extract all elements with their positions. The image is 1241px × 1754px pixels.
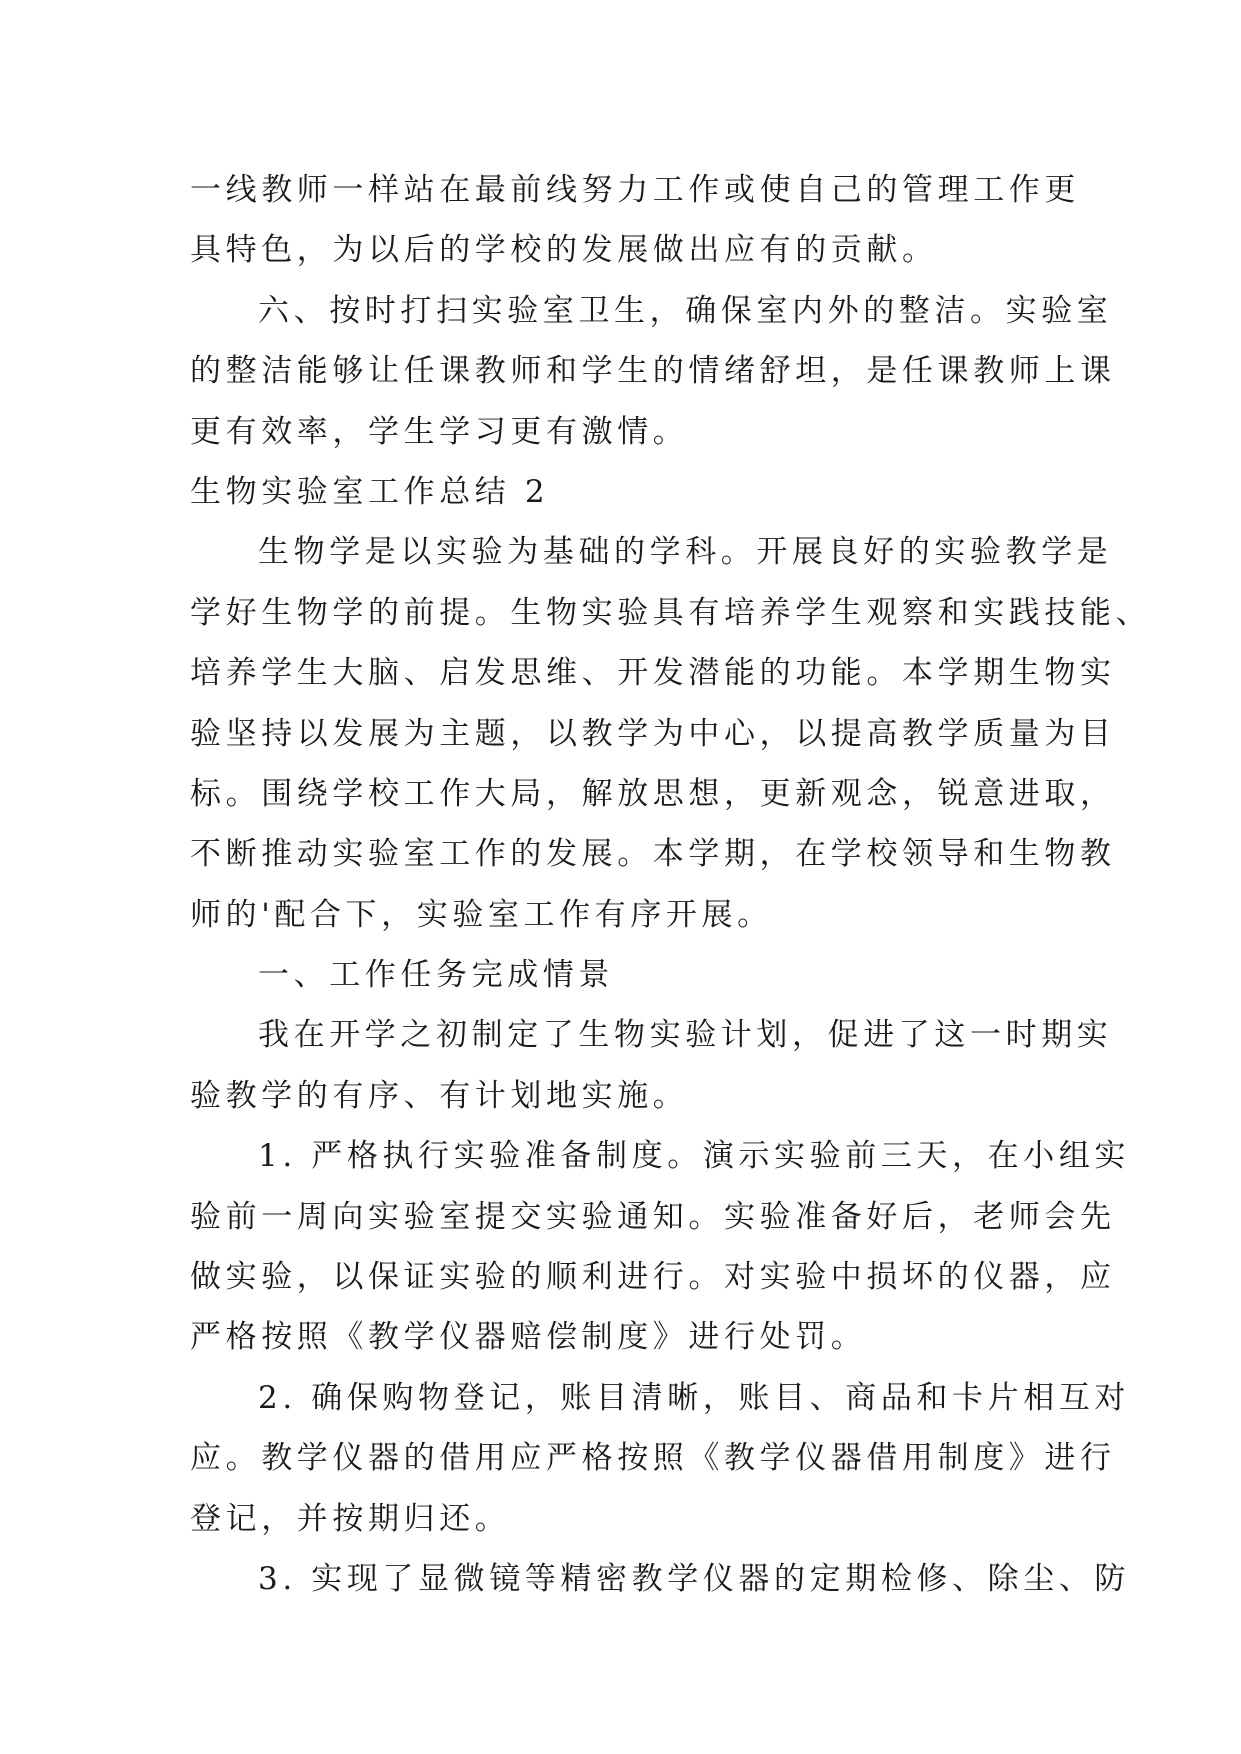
document-body (190, 160, 1152, 1609)
paragraph-line: 做实验，以保证实验的顺利进行。对实验中损坏的仪器，应 (190, 1259, 1116, 1296)
paragraph-line: 生物实验室工作总结 2 (190, 473, 550, 510)
paragraph-line: 的整洁能够让任课教师和学生的情绪舒坦，是任课教师上课 (190, 353, 1116, 390)
paragraph-line: 登记，并按期归还。 (190, 1500, 511, 1537)
paragraph-line: 验坚持以发展为主题，以教学为中心，以提高教学质量为目 (190, 715, 1116, 752)
paragraph-first-line: 我在开学之初制定了生物实验计划，促进了这一时期实 (258, 1017, 1113, 1054)
paragraph-line: 标。围绕学校工作大局，解放思想，更新观念，锐意进取， (190, 775, 1116, 812)
paragraph-line: 师的'配合下，实验室工作有序开展。 (190, 896, 773, 933)
paragraph-first-line: 六、按时打扫实验室卫生，确保室内外的整洁。实验室 (258, 292, 1113, 329)
paragraph-line: 具特色，为以后的学校的发展做出应有的贡献。 (190, 232, 938, 269)
paragraph-line: 一线教师一样站在最前线努力工作或使自己的管理工作更 (190, 172, 1080, 208)
paragraph-first-line: 1. 严格执行实验准备制度。演示实验前三天，在小组实 (258, 1138, 1131, 1175)
paragraph-line: 验教学的有序、有计划地实施。 (190, 1077, 689, 1114)
paragraph-line: 验前一周向实验室提交实验通知。实验准备好后，老师会先 (190, 1198, 1116, 1235)
paragraph-line: 培养学生大脑、启发思维、开发潜能的功能。本学期生物实 (190, 655, 1116, 692)
paragraph-line: 更有效率，学生学习更有激情。 (190, 413, 689, 450)
paragraph-first-line: 一、工作任务完成情景 (258, 957, 614, 994)
paragraph-line: 学好生物学的前提。生物实验具有培养学生观察和实践技能、 (190, 594, 1152, 631)
paragraph-first-line: 2. 确保购物登记，账目清晰，账目、商品和卡片相互对 (258, 1379, 1131, 1416)
paragraph-first-line: 3. 实现了显微镜等精密教学仪器的定期检修、除尘、防 (258, 1560, 1131, 1597)
paragraph-line: 不断推动实验室工作的发展。本学期，在学校领导和生物教 (190, 836, 1116, 873)
paragraph-first-line: 生物学是以实验为基础的学科。开展良好的实验教学是 (258, 534, 1113, 571)
paragraph-line: 应。教学仪器的借用应严格按照《教学仪器借用制度》进行 (190, 1440, 1116, 1477)
paragraph-line: 严格按照《教学仪器赔偿制度》进行处罚。 (190, 1319, 867, 1356)
